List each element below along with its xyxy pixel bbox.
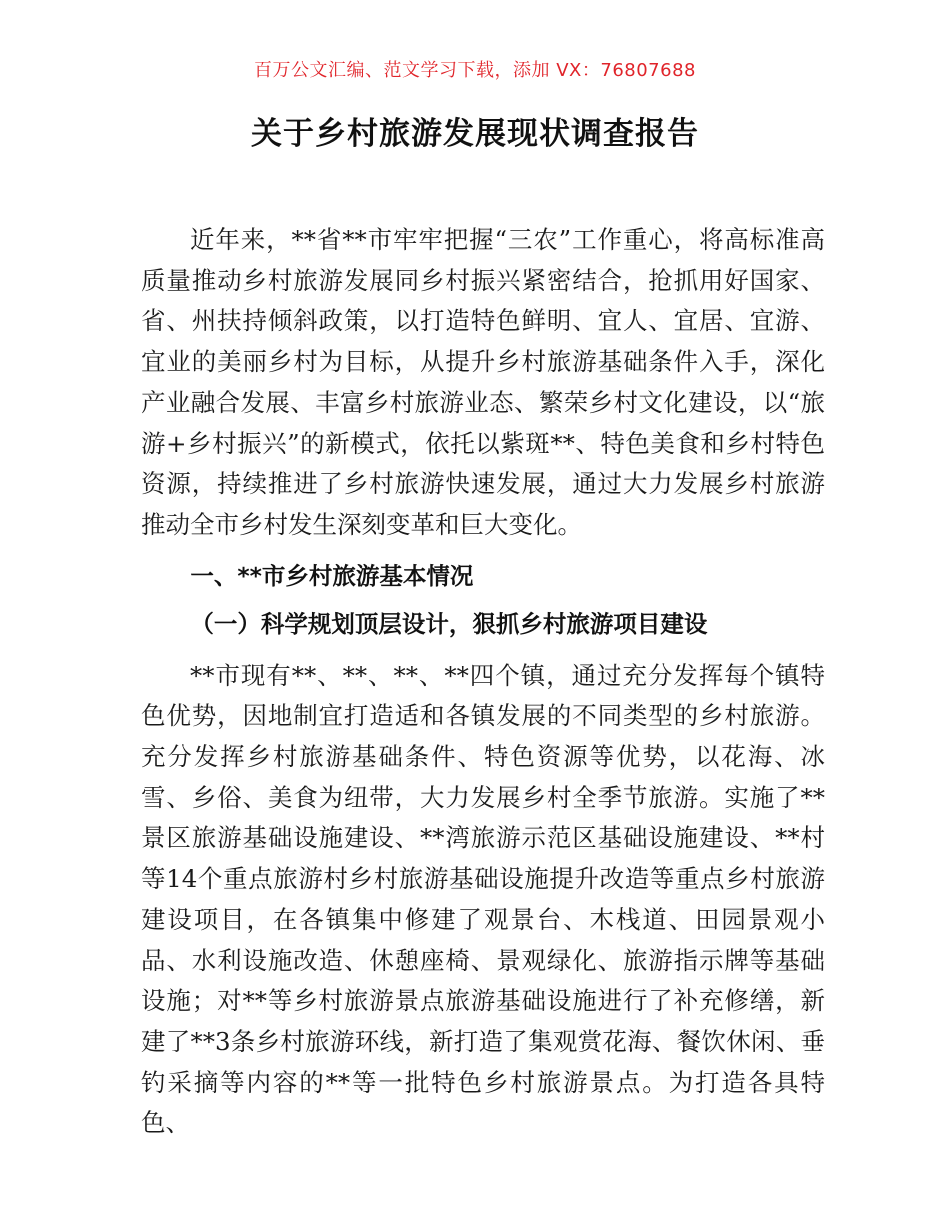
section-heading-1: 一、**市乡村旅游基本情况 (190, 561, 474, 590)
document-title: 关于乡村旅游发展现状调查报告 (251, 116, 699, 152)
document-body (141, 220, 825, 1144)
watermark-banner: 百万公文汇编、范文学习下载，添加 VX：76807688 (254, 60, 696, 81)
body-paragraph-1: **市现有**、**、**、**四个镇，通过充分发挥每个镇特色优势，因地制宜打造适和各镇发展的不同类型的乡村旅游。充分发挥乡村旅游基础条件、特色资源等优势，以花海、冰雪、乡俗、美食为纽带，大力发展乡村全季节旅游。实施了**景区旅游基础设施建设、**湾旅游示范区基础设施建设、**村等14个重点旅游村乡村旅游基础设施提升改造等重点乡村旅游建设项目，在各镇集中修建了观景台、木栈道、田园景观小品、水利设施改造、休憩座椅、景观绿化、旅游指示牌等基础设施；对**等乡村旅游景点旅游基础设施进行了补充修缮，新建了**3条乡村旅游环线，新打造了集观赏花海、餐饮休闲、垂钓采摘等内容的**等一批特色乡村旅游景点。为打造各具特色、 (141, 660, 825, 1138)
subsection-heading-1: （一）科学规划顶层设计，狠抓乡村旅游项目建设 (190, 609, 708, 638)
intro-paragraph: 近年来，**省**市牢牢把握“三农”工作重心，将高标准高质量推动乡村旅游发展同乡村振兴紧密结合，抢抓用好国家、省、州扶持倾斜政策，以打造特色鲜明、宜人、宜居、宜游、宜业的美丽乡村为目标，从提升乡村旅游基础条件入手，深化产业融合发展、丰富乡村旅游业态、繁荣乡村文化建设，以“旅游+乡村振兴”的新模式，依托以紫斑**、特色美食和乡村特色资源，持续推进了乡村旅游快速发展，通过大力发展乡村旅游推动全市乡村发生深刻变革和巨大变化。 (141, 225, 825, 539)
